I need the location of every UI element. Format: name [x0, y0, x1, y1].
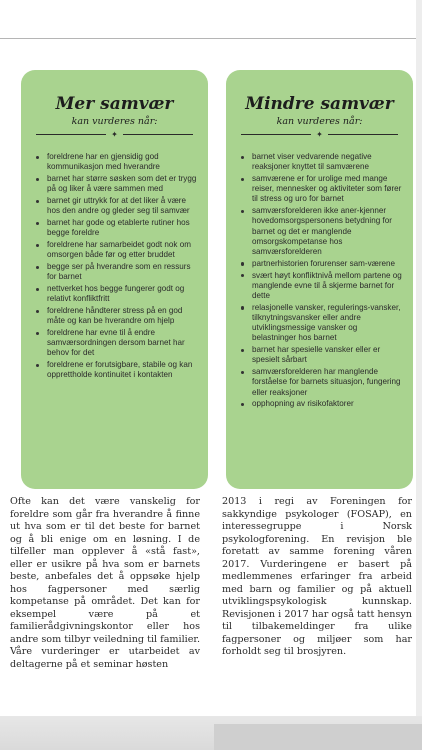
list-item: nettverket hos begge fungerer godt og relativt konfliktfritt — [35, 284, 198, 304]
page-margin-strip — [416, 0, 422, 716]
list-item: barnet har gode og etablerte rutiner hos begge foreldre — [35, 218, 198, 238]
more-contact-box — [21, 70, 208, 489]
list-item: barnet har spesielle vansker eller er spesielt sårbart — [240, 345, 403, 365]
ornament-divider: ✦ — [36, 130, 193, 140]
list-item: foreldrene håndterer stress på en god måte og kan be hverandre om hjelp — [35, 306, 198, 326]
body-text-right-column: 2013 i regi av Foreningen for sakkyndige psykologer (FOSAP), en interessegruppe i Norsk psykologforening. En revisjon ble foretatt av samme forening våren 2017. Vurderingene er basert på medlemmenes erfaringer fra arbeid med barn og familier og på aktuell utviklingspsykologisk kunnskap. Revisjonen i 2017 har også tatt hensyn til tilbakemeldinger fra ulike fagpersoner og miljøer som har forholdt seg til brosjyren. — [222, 496, 412, 657]
list-item: samværene er for urolige med mange reiser, mennesker og aktiviteter som fører til stress og uro for barnet — [240, 174, 403, 205]
less-contact-subtitle: kan vurderes når: — [276, 116, 363, 127]
list-item: opphopning av risikofaktorer — [240, 399, 403, 409]
list-item: foreldrene har en gjensidig god kommunikasjon med hverandre — [35, 152, 198, 172]
more-contact-title: Mer samvær — [55, 94, 174, 114]
ornament-divider: ✦ — [241, 130, 398, 140]
top-rule — [0, 38, 422, 39]
list-item: samværsforelderen har manglende forståelse for barnets situasjon, fungering eller reaksjoner — [240, 367, 403, 398]
list-item: foreldrene har evne til å endre samværsordningen dersom barnet har behov for det — [35, 328, 198, 359]
more-contact-subtitle: kan vurderes når: — [71, 116, 158, 127]
less-contact-box — [226, 70, 413, 489]
list-item: svært høyt konfliktnivå mellom partene og manglende evne til å skjerme barnet for dette — [240, 271, 403, 302]
list-item: samværsforelderen ikke aner-kjenner hovedomsorgspersonens betydning for barnet og det er manglende omsorgskompetanse hos samværsforelderen — [240, 206, 403, 257]
less-contact-list — [226, 152, 413, 411]
list-item: partnerhistorien forurenser sam-værene — [240, 259, 403, 269]
more-contact-list — [21, 152, 208, 382]
list-item: barnet viser vedvarende negative reaksjoner knyttet til samværene — [240, 152, 403, 172]
list-item: foreldrene har samarbeidet godt nok om omsorgen både før og etter bruddet — [35, 240, 198, 260]
list-item: barnet gir uttrykk for at det liker å være hos den andre og gleder seg til samvær — [35, 196, 198, 216]
list-item: begge ser på hverandre som en ressurs for barnet — [35, 262, 198, 282]
list-item: barnet har større søsken som det er trygg på og liker å være sammen med — [35, 174, 198, 194]
list-item: foreldrene er forutsigbare, stabile og kan opprettholde kontinuitet i kontakten — [35, 360, 198, 380]
footer-panel — [214, 724, 422, 750]
less-contact-title: Mindre samvær — [245, 94, 394, 114]
list-item: relasjonelle vansker, regulerings-vansker, tilknytningsvansker eller andre utviklingsmessige vansker og belastninger hos barnet — [240, 303, 403, 344]
body-text-left-column: Ofte kan det være vanskelig for foreldre som går fra hverandre å finne ut hva som er til det beste for barnet og å bli enige om en løsning. I de tilfeller man opplever å «stå fast», eller er usikre på hva som er barnets beste, anbefales det å oppsøke hjelp hos fagpersoner med særlig kompetanse på området. Det kan for eksempel være på et familierådgivningskontor eller hos andre som tilbyr veiledning til familier. Våre vurderinger er utarbeidet av deltagerne på et seminar høsten — [10, 496, 200, 670]
